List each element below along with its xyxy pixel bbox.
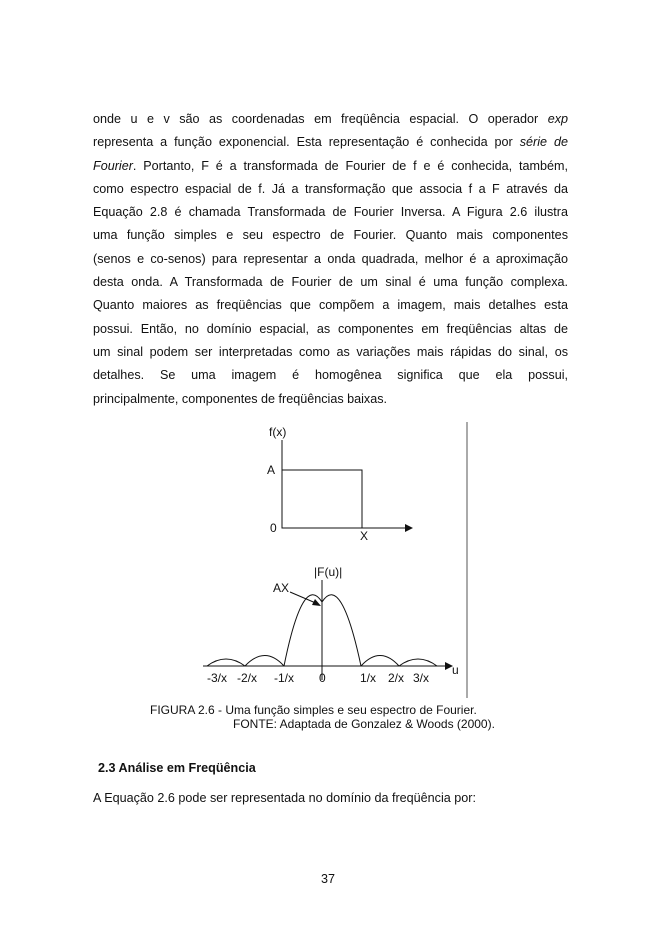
text-line: onde u e v são as coordenadas em freqüência espacial. O operador exp <box>93 112 568 126</box>
amplitude-label: A <box>267 463 276 477</box>
figure-2-6 <box>195 420 475 700</box>
section-paragraph: A Equação 2.6 pode ser representada no domínio da freqüência por: <box>93 791 476 805</box>
text-line: Equação 2.8 é chamada Transformada de Fourier Inversa. A Figura 2.6 ilustra <box>93 205 568 220</box>
section-heading: 2.3 Análise em Freqüência <box>98 761 256 775</box>
tick-label: 1/x <box>360 671 377 685</box>
text-line: um sinal podem ser interpretadas como as variações mais rápidas do sinal, os <box>93 344 568 359</box>
sinc-side-lobe-right-2 <box>399 659 437 666</box>
tick-label: -3/x <box>207 671 228 685</box>
peak-label: AX <box>273 581 290 595</box>
tick-label: -1/x <box>274 671 295 685</box>
tick-label: 0 <box>319 671 326 685</box>
bottom-ylabel: |F(u)| <box>314 565 343 579</box>
text-line: possui. Então, no domínio espacial, as componentes em freqüências altas de <box>93 321 568 336</box>
tick-label: -2/x <box>237 671 258 685</box>
text-line: Quanto maiores as freqüências que compõem a imagem, mais detalhes esta <box>93 298 568 313</box>
sinc-side-lobe-left-2 <box>207 659 245 666</box>
figure-source: FONTE: Adaptada de Gonzalez & Woods (2000). <box>233 717 495 731</box>
text-line: (senos e co-senos) para representar a onda quadrada, melhor é a aproximação <box>93 251 568 266</box>
tick-label: 2/x <box>388 671 405 685</box>
peak-pointer-arrow <box>312 599 321 606</box>
figure-caption: FIGURA 2.6 - Uma função simples e seu espectro de Fourier. <box>150 703 477 717</box>
text-line: representa a função exponencial. Esta representação é conhecida por série de <box>93 135 568 150</box>
text-line: principalmente, componentes de freqüências baixas. <box>93 391 388 406</box>
body-paragraph <box>93 108 568 411</box>
text-line: desta onda. A Transformada de Fourier de um sinal é uma função complexa. <box>93 275 568 290</box>
zero-label: 0 <box>270 521 277 535</box>
x-label: X <box>360 529 369 543</box>
u-axis-label: u <box>452 663 459 677</box>
text-line: detalhes. Se uma imagem é homogênea significa que ela possui, <box>93 368 568 383</box>
sinc-side-lobe-right-1 <box>361 656 399 667</box>
figure-svg <box>195 420 475 700</box>
top-ylabel: f(x) <box>269 425 287 439</box>
text-line: como espectro espacial de f. Já a transformação que associa f a F através da <box>93 181 568 196</box>
top-x-arrow <box>405 524 413 532</box>
tick-label: 3/x <box>413 671 430 685</box>
sinc-side-lobe-left-1 <box>245 656 284 667</box>
rect-function <box>282 470 362 528</box>
text-line: uma função simples e seu espectro de Fourier. Quanto mais componentes <box>93 228 568 243</box>
text-line: Fourier. Portanto, F é a transformada de Fourier de f e é conhecida, também, <box>93 158 568 173</box>
page-number: 37 <box>321 872 336 886</box>
